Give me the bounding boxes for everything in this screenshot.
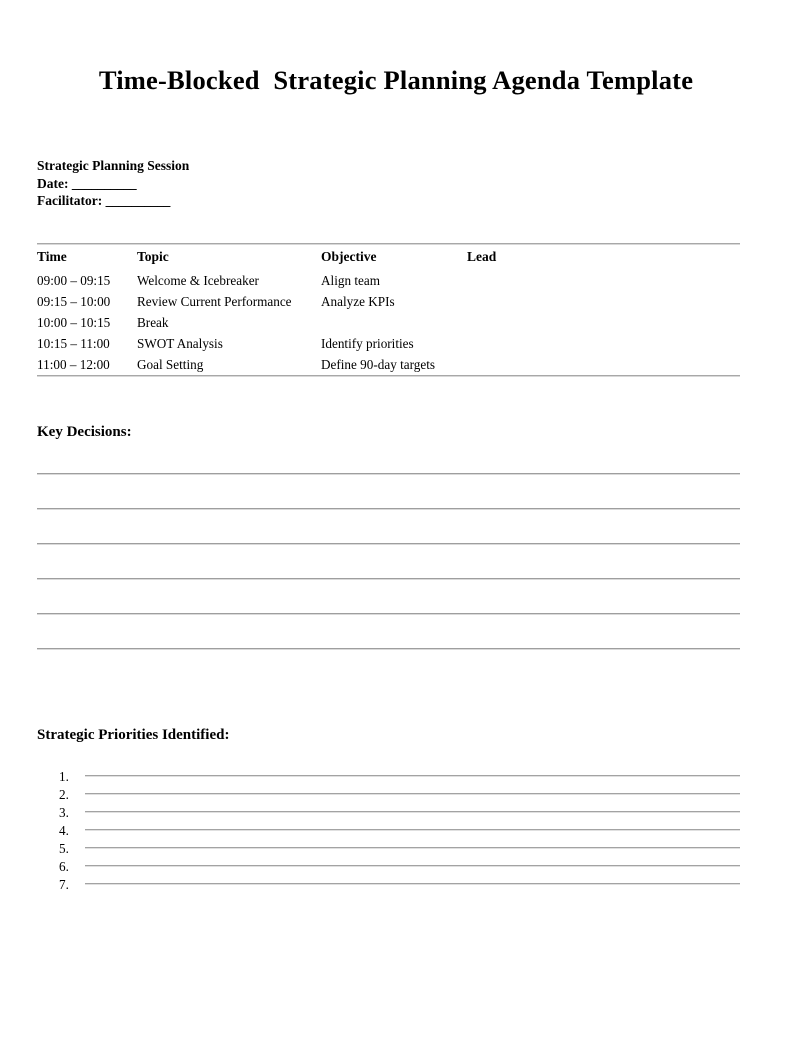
list-item [59,823,740,841]
table-row [37,354,740,375]
list-item-blank-line[interactable] [85,865,740,867]
cell-time: 09:15 – 10:00 [37,293,111,309]
cell-lead[interactable] [467,270,740,291]
cell-time: 10:15 – 11:00 [37,335,110,351]
column-header-time: Time [37,249,67,264]
agenda-table-body [37,270,740,375]
session-header-block [37,157,537,210]
table-header-row [37,245,740,270]
list-item-blank-line[interactable] [85,793,740,795]
list-item-number: 5. [59,841,69,856]
cell-topic: Welcome & Icebreaker [137,272,259,288]
list-item-number: 7. [59,877,69,892]
list-item [59,877,740,895]
list-item [59,769,740,787]
page-title: Time-Blocked Strategic Planning Agenda Template [98,65,694,95]
list-item [59,841,740,859]
cell-lead[interactable] [467,354,740,375]
date-blank-field[interactable]: __________ [71,175,137,191]
list-item-number: 3. [59,805,69,820]
key-decisions-write-area [37,473,740,650]
list-item-blank-line[interactable] [85,775,740,777]
cell-objective: Align team [321,272,380,288]
list-item [59,787,740,805]
list-item-blank-line[interactable] [85,811,740,813]
table-row [37,312,740,333]
cell-time: 11:00 – 12:00 [37,356,110,372]
list-item-blank-line[interactable] [85,829,740,831]
column-header-lead: Lead [467,249,497,264]
table-row [37,333,740,354]
agenda-table-wrapper [37,243,740,377]
date-label: Date: [37,175,72,191]
session-name: Strategic Planning Session [37,158,190,173]
key-decision-blank-line[interactable] [37,508,740,510]
list-item-number: 1. [59,769,69,784]
strategic-priorities-list [59,769,740,895]
cell-objective [321,312,467,333]
list-item-number: 4. [59,823,69,838]
cell-time: 10:00 – 10:15 [37,314,111,330]
cell-topic: Break [137,314,169,330]
list-item-blank-line[interactable] [85,847,740,849]
cell-topic: Goal Setting [137,356,204,372]
key-decision-blank-line[interactable] [37,578,740,580]
cell-objective: Analyze KPIs [321,293,395,309]
list-item-number: 2. [59,787,69,802]
list-item-number: 6. [59,859,69,874]
column-header-topic: Topic [137,249,169,264]
cell-time: 09:00 – 09:15 [37,272,111,288]
table-row [37,270,740,291]
agenda-table [37,245,740,375]
cell-lead[interactable] [467,312,740,333]
facilitator-blank-field[interactable]: __________ [105,193,171,208]
cell-topic: SWOT Analysis [137,335,223,351]
key-decisions-heading: Key Decisions: [37,424,132,440]
cell-topic: Review Current Performance [137,293,292,309]
key-decision-blank-line[interactable] [37,473,740,475]
date-row [37,175,537,193]
strategic-priorities-heading: Strategic Priorities Identified: [37,727,230,743]
cell-objective: Define 90-day targets [321,356,436,372]
cell-lead[interactable] [467,333,740,354]
key-decision-blank-line[interactable] [37,648,740,650]
list-item-blank-line[interactable] [85,883,740,885]
key-decision-blank-line[interactable] [37,543,740,545]
facilitator-row [37,192,537,210]
table-row [37,291,740,312]
column-header-objective: Objective [321,249,377,264]
facilitator-label: Facilitator: [37,193,106,208]
list-item [59,859,740,877]
list-item [59,805,740,823]
table-bottom-rule [37,375,740,377]
cell-lead[interactable] [467,291,740,312]
key-decision-blank-line[interactable] [37,613,740,615]
cell-objective: Identify priorities [321,335,414,351]
